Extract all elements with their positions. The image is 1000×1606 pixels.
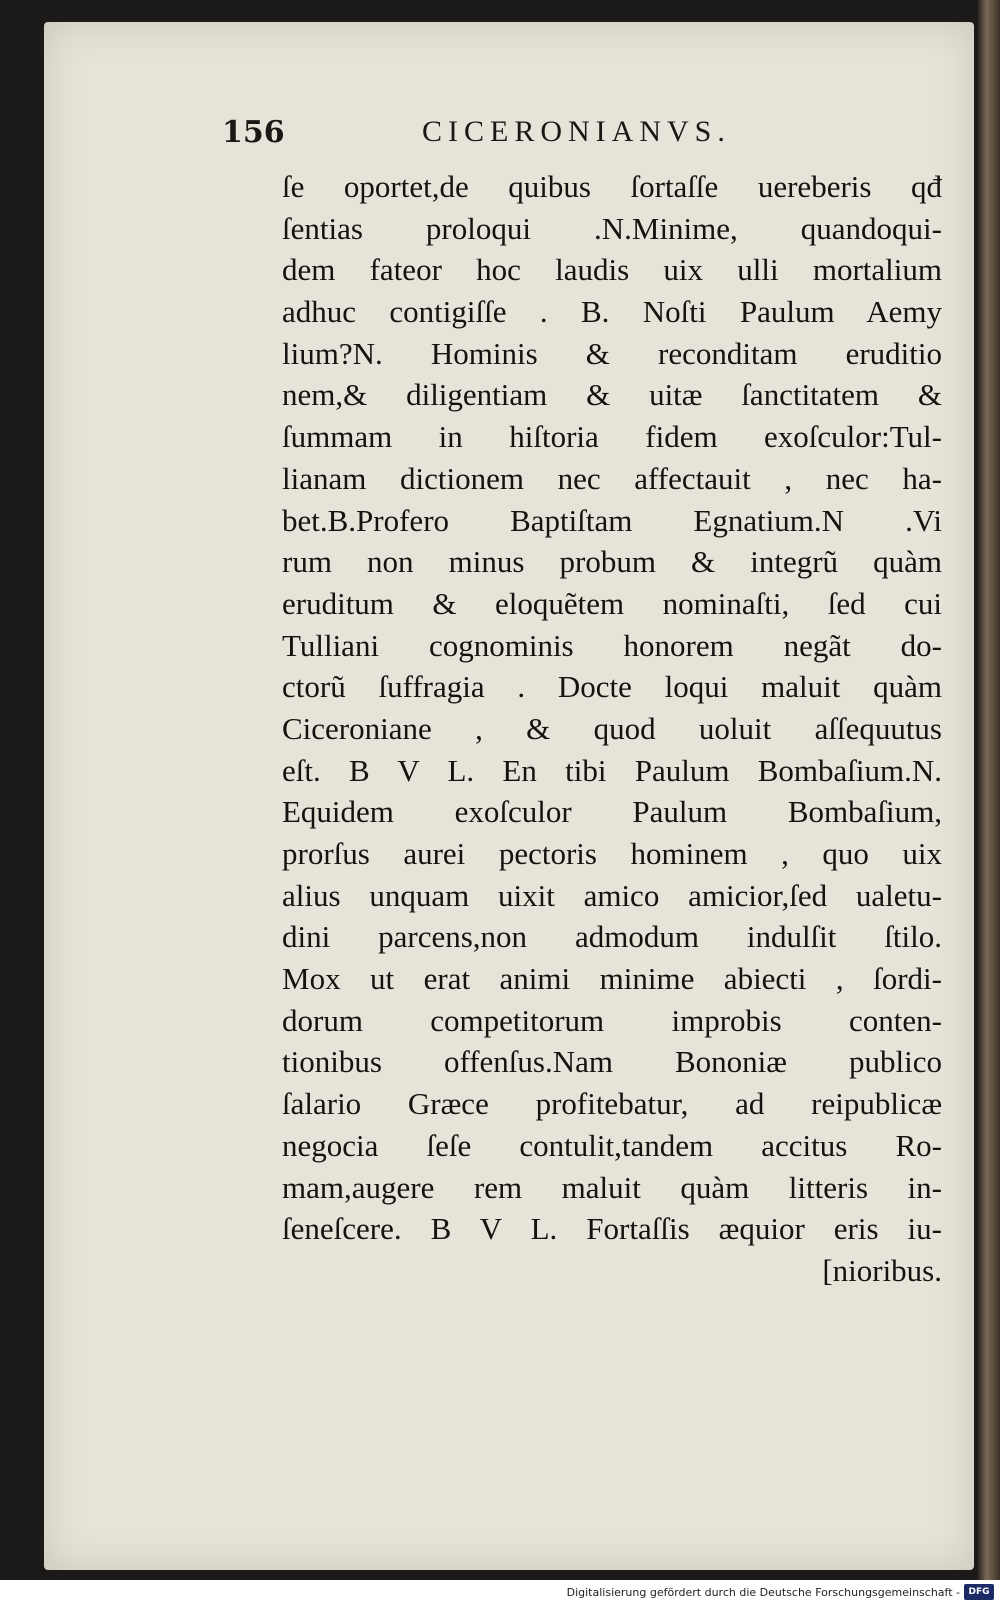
text-line: Mox ut erat animi minime abiecti , ſordi- bbox=[282, 961, 942, 997]
text-line: alius unquam uixit amico amicior,ſed ualetu- bbox=[282, 877, 942, 913]
text-line: Tulliani cognominis honorem negãt do- bbox=[282, 627, 942, 663]
text-line: lianam dictionem nec affectauit , nec ha- bbox=[282, 460, 942, 496]
text-line: ſentias proloqui .N.Minime, quandoqui- bbox=[282, 210, 942, 246]
page-number: 156 bbox=[222, 115, 285, 150]
digitization-footer bbox=[0, 1580, 1000, 1606]
text-line: rum non minus probum & integrũ quàm bbox=[282, 544, 942, 580]
text-line: mam,augere rem maluit quàm litteris in- bbox=[282, 1169, 942, 1205]
book-edge bbox=[978, 0, 1000, 1580]
text-line: dini parcens,non admodum indulſit ſtilo. bbox=[282, 919, 942, 955]
page-header bbox=[222, 115, 842, 155]
text-line: dem fateor hoc laudis uix ulli mortalium bbox=[282, 252, 942, 288]
text-line: Equidem exoſculor Paulum Bombaſium, bbox=[282, 794, 942, 830]
text-line: eſt. B V L. En tibi Paulum Bombaſium.N. bbox=[282, 752, 942, 788]
text-line: ſe oportet,de quibus ſortaſſe uereberis qđ bbox=[282, 169, 942, 204]
text-line: negocia ſeſe contulit,tandem accitus Ro- bbox=[282, 1127, 942, 1163]
running-head: CICERONIANVS. bbox=[422, 115, 731, 148]
text-line: ſummam in hiſtoria fidem exoſculor:Tul- bbox=[282, 419, 942, 455]
text-line: nem,& diligentiam & uitæ ſanctitatem & bbox=[282, 377, 942, 413]
text-line: ctorũ ſuffragia . Docte loqui maluit quàm bbox=[282, 669, 942, 705]
text-line: ſalario Græce profitebatur, ad reipublicæ bbox=[282, 1086, 942, 1122]
text-line: dorum competitorum improbis conten- bbox=[282, 1002, 942, 1038]
text-line: prorſus aurei pectoris hominem , quo uix bbox=[282, 836, 942, 871]
text-line: tionibus offenſus.Nam Bononiæ publico bbox=[282, 1044, 942, 1080]
text-line: bet.B.Profero Baptiſtam Egnatium.N .Vi bbox=[282, 502, 942, 538]
body-text bbox=[282, 166, 942, 1292]
text-line: [nioribus. bbox=[822, 1252, 942, 1288]
text-line: eruditum & eloquẽtem nominaſti, ſed cui bbox=[282, 585, 942, 621]
text-line: lium?N. Hominis & reconditam eruditio bbox=[282, 335, 942, 371]
dfg-logo-icon: DFG bbox=[964, 1584, 994, 1600]
text-line: Ciceroniane , & quod uoluit aſſequutus bbox=[282, 710, 942, 746]
footer-credit: Digitalisierung gefördert durch die Deutsche Forschungsgemeinschaft - bbox=[566, 1586, 960, 1599]
text-line: adhuc contigiſſe . B. Noſti Paulum Aemy bbox=[282, 294, 942, 330]
text-line: ſeneſcere. B V L. Fortaſſis æquior eris iu- bbox=[282, 1211, 942, 1247]
